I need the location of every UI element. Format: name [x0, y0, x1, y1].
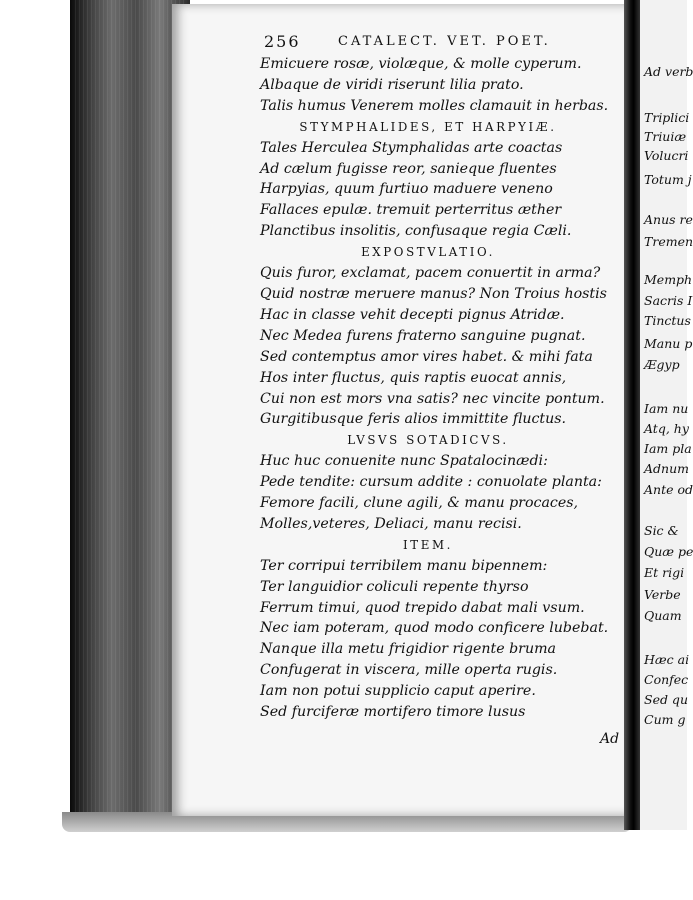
verse-line: Quis furor, exclamat, pacem conuertit in arma? — [260, 265, 601, 282]
right-page-line: Sacris I — [644, 293, 693, 308]
verse-line: Sed furciferæ mortifero timore lusus — [260, 704, 526, 721]
verse-line: Femore facili, clune agili, & manu procaces, — [260, 495, 579, 512]
verse-line: Ad cælum fugisse reor, sanieque fluentes — [260, 160, 557, 177]
verse-line: Confugerat in viscera, mille operta rugis. — [260, 662, 558, 679]
verse-line: Hos inter fluctus, quis raptis euocat annis, — [260, 369, 567, 386]
right-page-line: Ægyp — [644, 357, 680, 372]
right-page-line: Et rigi — [644, 565, 685, 580]
right-page-fragment — [640, 0, 693, 830]
section-heading: LVSVS SOTADICVS. — [347, 433, 509, 448]
verse-line: Sed contemptus amor vires habet. & mihi fata — [260, 348, 593, 365]
right-page-line: Anus re — [644, 212, 693, 227]
verse-line: Emicuere rosæ, violæque, & molle cyperum. — [260, 56, 582, 72]
verse-line: Ferrum timui, quod trepido dabat mali vsum. — [260, 599, 585, 616]
verse-line: Nec iam poteram, quod modo conficere lubebat. — [260, 620, 609, 637]
right-page-line: Tinctus — [644, 313, 691, 328]
poem-lines — [258, 54, 609, 723]
right-page-line: Manu p — [644, 336, 693, 351]
right-page-line: Verbe — [644, 587, 681, 602]
right-page-line: Confec — [644, 672, 689, 687]
verse-line: Ter languidior coliculi repente thyrso — [260, 578, 529, 595]
verse-line: Molles,veteres, Deliaci, manu recisi. — [260, 515, 522, 532]
verse-line: Harpyias, quum furtiuo maduere veneno — [260, 181, 553, 198]
running-head: CATALECT. VET. POET. — [338, 34, 551, 49]
verse-line: Pede tendite: cursum addite : conuolate planta: — [260, 474, 602, 491]
page-text-block — [258, 32, 609, 723]
verse-line: Cui non est mors vna satis? nec vincite pontum. — [260, 390, 605, 407]
verse-line: Fallaces epulæ. tremuit perterritus æther — [260, 202, 562, 219]
section-heading: EXPOSTVLATIO. — [361, 245, 495, 260]
right-page-line: Triplici — [644, 110, 690, 125]
page-number: 256 — [264, 32, 301, 51]
right-page-line: Volucri — [644, 148, 689, 163]
verse-line: Gurgitibusque feris alios immittite fluctus. — [260, 411, 567, 428]
right-page-line: Memph — [644, 272, 693, 287]
right-page-line: Triuiæ — [644, 129, 687, 144]
right-page-line: Iam nu — [644, 401, 689, 416]
right-page-line: Atq, hy — [644, 421, 689, 436]
right-page-line: Ante od — [644, 482, 693, 497]
verse-line: Talis humus Venerem molles clamauit in herbas. — [260, 97, 609, 114]
verse-line: Nec Medea furens fraterno sanguine pugnat. — [260, 327, 586, 344]
verse-line: Planctibus insolitis, confusaque regia Cæli. — [260, 223, 572, 240]
right-page-line: Ad verb — [644, 64, 693, 79]
verse-line: Iam non potui supplicio caput aperire. — [260, 683, 536, 700]
right-page-line: Iam pla — [644, 441, 692, 456]
right-page-line: Quæ pe — [644, 544, 693, 559]
verse-line: Nanque illa metu frigidior rigente bruma — [260, 641, 557, 658]
right-page-line: Totum j — [644, 172, 692, 187]
right-page-line: Hæc ai — [644, 652, 690, 667]
fore-edge-texture — [75, 0, 185, 828]
verse-line: Tales Herculea Stymphalidas arte coactas — [260, 139, 563, 156]
verse-line: Huc huc conuenite nunc Spatalocinædi: — [260, 453, 548, 470]
verse-line: Hac in classe vehit decepti pignus Atridæ. — [260, 306, 565, 323]
right-page-line: Tremen — [644, 234, 693, 249]
verse-line: Albaque de viridi riserunt lilia prato. — [260, 76, 524, 93]
book-gutter — [624, 0, 640, 830]
section-heading: ITEM. — [403, 537, 453, 552]
verse-line: Ter corripui terribilem manu bipennem: — [260, 557, 548, 574]
right-page-line: Sed qu — [644, 692, 688, 707]
right-page-line: Cum g — [644, 712, 686, 727]
right-page-line: Quam — [644, 608, 682, 623]
section-heading: STYMPHALIDES, ET HARPYIÆ. — [299, 119, 557, 134]
right-page-line: Sic & — [644, 523, 679, 538]
right-page-line: Adnum — [644, 461, 689, 476]
verse-line: Quid nostræ meruere manus? Non Troius hostis — [260, 285, 607, 302]
page-header — [258, 32, 598, 54]
catchword: Ad — [600, 731, 620, 747]
